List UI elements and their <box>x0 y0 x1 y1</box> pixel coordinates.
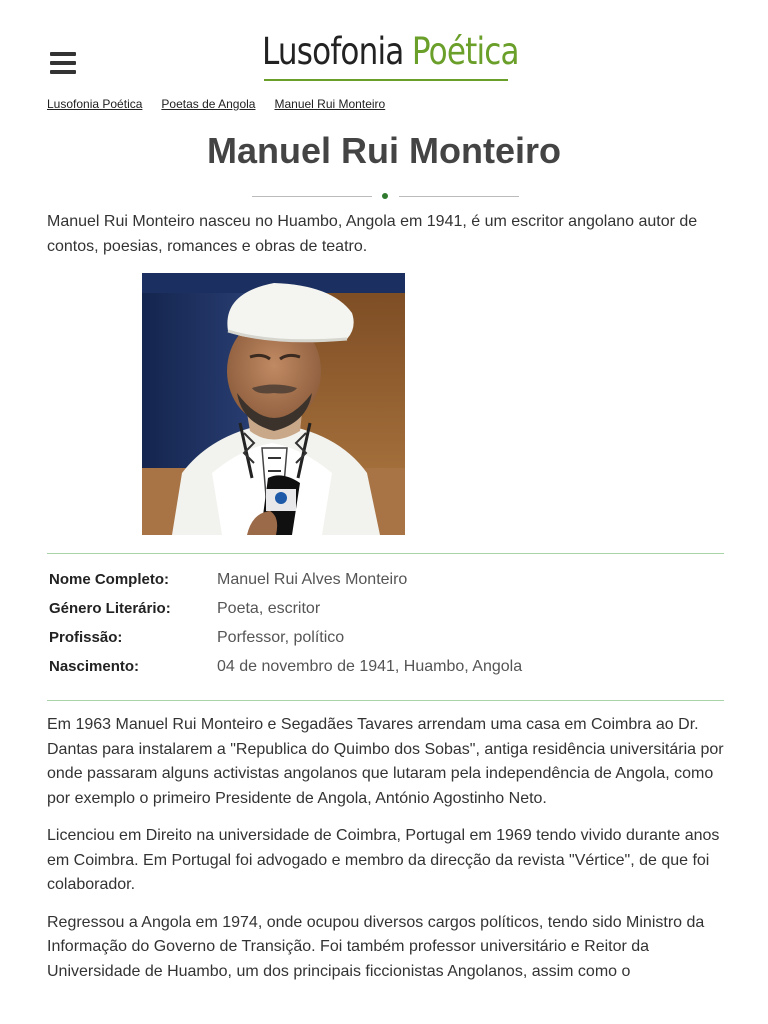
info-value: Porfessor, político <box>217 628 345 646</box>
breadcrumb-link-home[interactable]: Lusofonia Poética <box>47 97 143 111</box>
site-header <box>0 0 768 92</box>
info-label: Nascimento: <box>49 658 140 675</box>
info-label: Género Literário: <box>49 600 171 617</box>
breadcrumb <box>47 97 404 111</box>
logo-text-lusofonia: Lusofonia <box>262 30 404 73</box>
info-divider-bottom <box>47 700 724 701</box>
article-body <box>47 713 727 997</box>
logo-text-poetica: Poética <box>411 30 519 73</box>
info-row <box>47 594 727 623</box>
article-paragraph: Regressou a Angola em 1974, onde ocupou diversos cargos políticos, tendo sido Ministro da Informação do Governo de Transição. Foi também professor universitário e Reitor da Universidade de Huambo, um dos principais ficcionistas Angolanos, assim como o <box>47 913 705 980</box>
divider-dot-icon <box>382 193 388 199</box>
title-divider <box>0 192 768 202</box>
info-divider-top <box>47 553 724 554</box>
author-photo <box>142 273 405 535</box>
info-table <box>47 565 727 681</box>
info-value: Poeta, escritor <box>217 599 321 617</box>
article-paragraph: Em 1963 Manuel Rui Monteiro e Segadães Tavares arrendam uma casa em Coimbra ao Dr. Dantas para instalarem a "Republica do Quimbo dos Sobas", antiga residência universitária por onde passaram alguns activistas angolanos que lutaram pela independência de Angola, como por exemplo o primeiro Presidente de Angola, António Agostinho Neto. <box>47 716 724 807</box>
info-value: Manuel Rui Alves Monteiro <box>217 570 408 588</box>
hamburger-menu-icon[interactable] <box>50 52 76 74</box>
breadcrumb-link-current[interactable]: Manuel Rui Monteiro <box>274 97 386 111</box>
page-title: Manuel Rui Monteiro <box>207 130 561 171</box>
article-paragraph: Licenciou em Direito na universidade de Coimbra, Portugal em 1969 tendo vivido durante anos em Coimbra. Em Portugal foi advogado e membro da direcção da revista "Vértice", de que foi colaborador. <box>47 827 720 893</box>
info-row <box>47 565 727 594</box>
intro-text: Manuel Rui Monteiro nasceu no Huambo, Angola em 1941, é um escritor angolano autor de contos, poesias, romances e obras de teatro. <box>47 213 698 255</box>
breadcrumb-link-poetas-angola[interactable]: Poetas de Angola <box>161 97 256 111</box>
info-row <box>47 652 727 681</box>
logo-underline <box>264 79 508 81</box>
info-row <box>47 623 727 652</box>
info-value: 04 de novembro de 1941, Huambo, Angola <box>217 657 523 675</box>
info-label: Profissão: <box>49 629 123 646</box>
info-label: Nome Completo: <box>49 571 169 588</box>
site-logo[interactable] <box>262 30 519 84</box>
